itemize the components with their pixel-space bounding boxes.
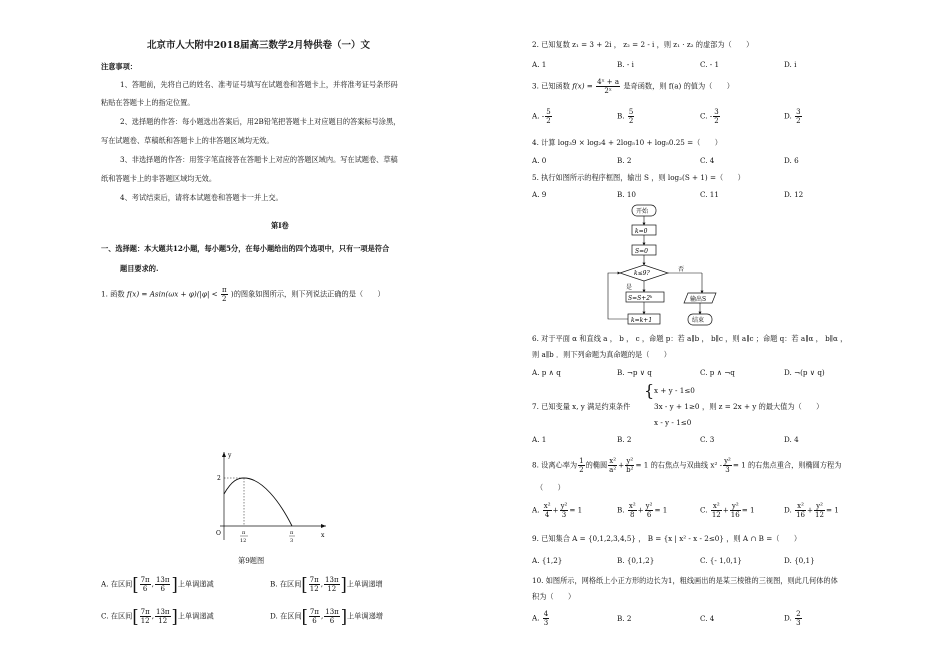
notice-line: 3、非选择题的作答：用签字笔直接答在答题卡上对应的答题区域内。写在试题卷、草稿 xyxy=(120,155,398,164)
q7-option-a: A. 1 xyxy=(532,435,547,444)
q9-option-d: D. {0,1} xyxy=(784,556,815,565)
notice-heading: 注意事项： xyxy=(101,62,137,71)
sine-curve xyxy=(224,478,292,526)
flow-output-label: 输出S xyxy=(690,296,707,303)
q7-option-d: D. 4 xyxy=(784,435,799,444)
constraint-1: x + y - 1≤0 xyxy=(654,386,695,395)
flow-start-label: 开始 xyxy=(636,208,649,215)
question-7-stem-post: ，则 z = 2x + y 的最大值为（ ） xyxy=(702,402,824,411)
flow-end-label: 结束 xyxy=(692,317,705,324)
question-10-line: 积为（ ） xyxy=(532,592,576,601)
q2-option-c: C. - 1 xyxy=(700,60,720,69)
figure-caption: 第9题图 xyxy=(238,556,265,565)
q6-option-c: C. p ∧ ¬q xyxy=(700,368,735,377)
question-9-stem: 9. 已知集合 A = {0,1,2,3,4,5} ， B = {x | x² - x - 2≤0} ，则 A ∩ B =（ ） xyxy=(532,534,802,543)
q4-option-d: D. 6 xyxy=(784,156,799,165)
question-8-stem: 8. 设离心率为 $\frac{1}{2}$ 的椭圆 $\frac{\text{x²}}{\text{a²}}$ + $\frac{\text{y²}}{\text{b²}}$ = 1 的右焦点与双曲线 x² - $\frac{\text{y²}}{3}$ = 1 的右焦点重合，则椭圆方程为 xyxy=(532,457,842,474)
q1-option-d: D. 在区间[ $\frac{7\pi}{6}$ , $\frac{13\pi}{6}$ ]上单调递增 xyxy=(270,605,383,627)
binding-margin xyxy=(0,0,60,672)
q6-option-a: A. p ∧ q xyxy=(532,368,561,377)
question-8-paren: （ ） xyxy=(536,483,565,492)
flow-init-k-label: k=0 xyxy=(635,228,648,235)
x-axis-arrow-icon xyxy=(321,524,326,528)
q3-option-d: D. $\frac{3}{2}$ xyxy=(784,108,801,125)
x-tick-label: π xyxy=(290,530,294,536)
q9-option-b: B. {0,1,2} xyxy=(617,556,655,565)
q9-option-c: C. {- 1,0,1} xyxy=(700,556,742,565)
q5-option-c: C. 11 xyxy=(700,190,719,199)
x-tick-label: 3 xyxy=(290,538,294,544)
section-instruction: 题目要求的. xyxy=(120,264,159,273)
q7-option-b: B. 2 xyxy=(617,435,632,444)
q1-option-c: C. 在区间[ $\frac{7\pi}{12}$ , $\frac{13\pi}{12}$ ]上单调递减 xyxy=(101,605,214,627)
y-tick-label: 2 xyxy=(217,475,221,482)
question-5-stem: 5. 执行如图所示的程序框图，输出 S ，则 log₂(S + 1) =（ ） xyxy=(532,173,745,182)
flow-condition-label: k≤9? xyxy=(634,270,650,277)
question-6-line: 则 a∥b ．则下列命题为真命题的是（ ） xyxy=(532,350,671,359)
q9-option-a: A. {1,2} xyxy=(532,556,563,565)
q4-option-b: B. 2 xyxy=(617,156,632,165)
q8-option-d: D. $\frac{\text{x²}}{16}$ + $\frac{\text{y²}}{12}$ = 1 xyxy=(784,502,839,519)
question-6-line: 6. 对于平面 α 和直线 a ， b ， c ，命题 p：若 a∥b ， b∥c ，则 a∥c ；命题 q：若 a∥α ， b∥α ， xyxy=(532,334,848,343)
q7-option-c: C. 3 xyxy=(700,435,715,444)
origin-label: O xyxy=(216,530,221,537)
q5-option-b: B. 10 xyxy=(617,190,636,199)
flow-no-label: 否 xyxy=(678,266,685,273)
notice-line: 4、考试结束后，请将本试题卷和答题卡一并上交。 xyxy=(120,193,283,202)
y-label: y xyxy=(228,452,232,459)
question-4-stem: 4. 计算 log₃9 × log₂4 + 2log₅10 + log₅0.25 =（ ） xyxy=(532,138,722,147)
x-label: x xyxy=(321,532,325,539)
q2-option-a: A. 1 xyxy=(532,60,547,69)
q8-option-a: A. $\frac{\text{x²}}{4}$ + $\frac{\text{y²}}{3}$ = 1 xyxy=(532,502,583,519)
constraint-2: 3x - y + 1≥0 xyxy=(654,402,700,411)
flow-yes-label: 是 xyxy=(626,284,633,291)
q1-option-a: A. 在区间[ $\frac{7\pi}{6}$ , $\frac{13\pi}{6}$ ]上单调递减 xyxy=(101,573,214,595)
q10-option-d: D. $\frac{2}{3}$ xyxy=(784,610,801,627)
q3-option-a: A. - $\frac{5}{2}$ xyxy=(532,108,551,125)
x-tick-label: π xyxy=(242,530,246,536)
question-1-stem: 1. 函数 f(x) = Asin(ωx + φ)(|φ| < $\frac{\pi}{2}$ )的图象如图所示，则下列说法正确的是（ ） xyxy=(101,286,385,303)
question-2-stem: 2. 已知复数 z₁ = 3 + 2i ， z₂ = 2 - i ，则 z₁ · z₂ 的虚部为（ ） xyxy=(532,40,754,49)
q3-option-b: B. $\frac{5}{2}$ xyxy=(617,108,634,125)
q4-option-c: C. 4 xyxy=(700,156,715,165)
q5-option-d: D. 12 xyxy=(784,190,804,199)
question-3-stem: 3. 已知函数 f(x) = $\frac{\text{4ˣ + a}}{\text{2ˣ}}$ 是奇函数，则 f(a) 的值为（ ） xyxy=(532,78,734,95)
q6-option-d: D. ¬(p ∨ q) xyxy=(784,368,825,377)
notice-line: 粘贴在答题卡上的指定位置。 xyxy=(101,98,195,107)
q10-option-a: A. $\frac{4}{3}$ xyxy=(532,610,549,627)
y-axis-arrow-icon xyxy=(222,452,226,457)
q3-option-c: C. - $\frac{3}{2}$ xyxy=(700,108,719,125)
section-instruction: 一、选择题：本大题共12小题，每小题5分，在每小题给出的四个选项中，只有一项是符合 xyxy=(101,244,390,253)
sine-graph xyxy=(200,448,330,548)
q2-option-d: D. i xyxy=(784,60,797,69)
notice-line: 1、答题前，先将自己的姓名、准考证号填写在试题卷和答题卡上，并将准考证号条形码 xyxy=(120,80,398,89)
q2-option-b: B. - i xyxy=(617,60,634,69)
q10-option-c: C. 4 xyxy=(700,614,715,623)
program-flowchart xyxy=(602,203,732,333)
x-tick-label: 12 xyxy=(240,538,247,544)
flow-increment-label: k=k+1 xyxy=(631,317,653,324)
notice-line: 写在试题卷、草稿纸和答题卡上的非答题区域均无效。 xyxy=(101,136,274,145)
flow-assign-label: S=S+2ᵏ xyxy=(628,295,653,302)
exam-title: 北京市人大附中2018届高三数学2月特供卷（一）文 xyxy=(147,40,371,51)
q1-option-b: B. 在区间[ $\frac{7\pi}{12}$ , $\frac{13\pi}{12}$ ]上单调递增 xyxy=(270,573,383,595)
flow-init-s-label: S=0 xyxy=(635,248,648,255)
constraint-3: x - y - 1≤0 xyxy=(654,418,692,427)
q5-option-a: A. 9 xyxy=(532,190,547,199)
question-10-line: 10. 如图所示，网格纸上小正方形的边长为1，粗线画出的是某三棱锥的三视图，则此几何体的体 xyxy=(532,576,838,585)
notice-line: 2、选择题的作答：每小题选出答案后，用2B铅笔把答题卡上对应题目的答案标号涂黑， xyxy=(120,117,401,126)
brace-icon: { xyxy=(644,381,655,400)
q6-option-b: B. ¬p ∨ q xyxy=(617,368,652,377)
question-7-stem-pre: 7. 已知变量 x, y 满足约束条件 xyxy=(532,402,631,411)
q4-option-a: A. 0 xyxy=(532,156,547,165)
notice-line: 纸和答题卡上的非答题区域均无效。 xyxy=(101,174,217,183)
q8-option-c: C. $\frac{\text{x²}}{12}$ + $\frac{\text{y²}}{16}$ = 1 xyxy=(700,502,755,519)
section-title: 第Ⅰ卷 xyxy=(271,221,289,230)
q8-option-b: B. $\frac{\text{x²}}{8}$ + $\frac{\text{y²}}{6}$ = 1 xyxy=(617,502,668,519)
q10-option-b: B. 2 xyxy=(617,614,632,623)
